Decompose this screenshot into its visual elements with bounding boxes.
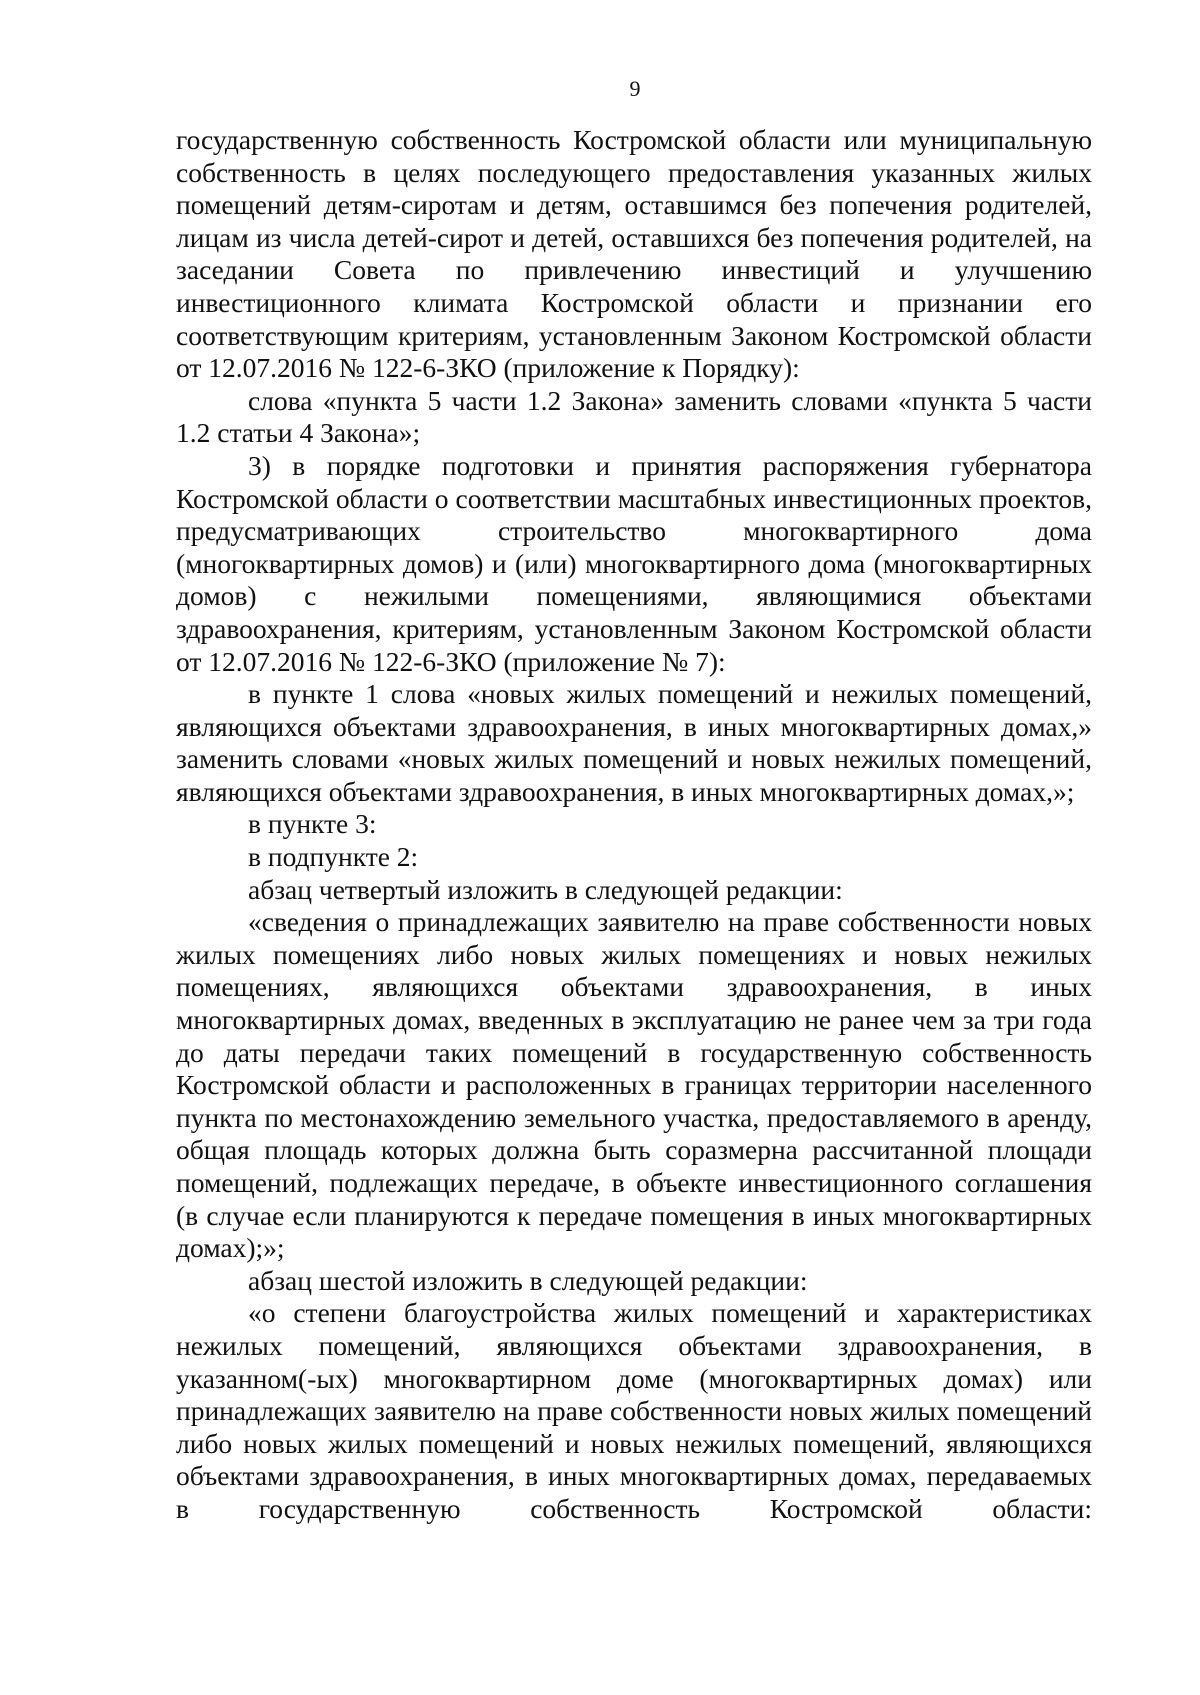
paragraph: в пункте 1 слова «новых жилых помещений и нежилых помещений, являющихся объектами здравоохранения, в иных многоквартирных домах,» заменить словами «новых жилых помещений и новых нежилых помещений, являющихся объектами здравоохранения, в иных многоквартирных домах,»; [176, 678, 1092, 807]
paragraph: абзац четвертый изложить в следующей редакции: [248, 873, 843, 905]
paragraph: «о степени благоустройства жилых помещений и характеристиках нежилых помещений, являющихся объектами здравоохранения, в указанном(-ых) многоквартирном доме (многоквартирных домах) или принадлежащих заявителю на праве собственности новых жилых помещений либо новых жилых помещений и новых нежилых помещений, являющихся объектами здравоохранения, в иных многоквартирных домах, передаваемых в государственную собственность Костромской области: [176, 1297, 1092, 1524]
paragraph: абзац шестой изложить в следующей редакции: [248, 1264, 808, 1296]
paragraph: 3) в порядке подготовки и принятия распоряжения губернатора Костромской области о соответствии масштабных инвестиционных проектов, предусматривающих строительство многоквартирного дома (многоквартирных домов) и (или) многоквартирного дома (многоквартирных домов) с нежилыми помещениями, являющимися объектами здравоохранения, критериям, установленным Законом Костромской области от 12.07.2016 № 122-6-ЗКО (приложение № 7): [176, 449, 1092, 677]
paragraph: в пункте 3: [248, 808, 377, 840]
paragraph: в подпункте 2: [248, 841, 419, 873]
paragraph: государственную собственность Костромской области или муниципальную собственность в целях последующего предоставления указанных жилых помещений детям-сиротам и детям, оставшимся без попечения родителей, лицам из числа детей-сирот и детей, оставшихся без попечения родителей, на заседании Совета по привлечению инвестиций и улучшению инвестиционного климата Костромской области и признании его соответствующим критериям, установленным Законом Костромской области от 12.07.2016 № 122-6-ЗКО (приложение к Порядку): [176, 124, 1092, 384]
document-body [176, 124, 1092, 1526]
paragraph: слова «пункта 5 части 1.2 Закона» заменить словами «пункта 5 части 1.2 статьи 4 Закона»; [176, 384, 1092, 449]
page-number: 9 [629, 76, 641, 101]
paragraph: «сведения о принадлежащих заявителю на праве собственности новых жилых помещениях либо новых жилых помещениях и новых нежилых помещениях, являющихся объектами здравоохранения, в иных многоквартирных домах, введенных в эксплуатацию не ранее чем за три года до даты передачи таких помещений в государственную собственность Костромской области и расположенных в границах территории населенного пункта по местонахождению земельного участка, предоставляемого в аренду, общая площадь которых должна быть соразмерна рассчитанной площади помещений, подлежащих передаче, в объекте инвестиционного соглашения (в случае если планируются к передаче помещения в иных многоквартирных домах);»; [176, 906, 1092, 1264]
